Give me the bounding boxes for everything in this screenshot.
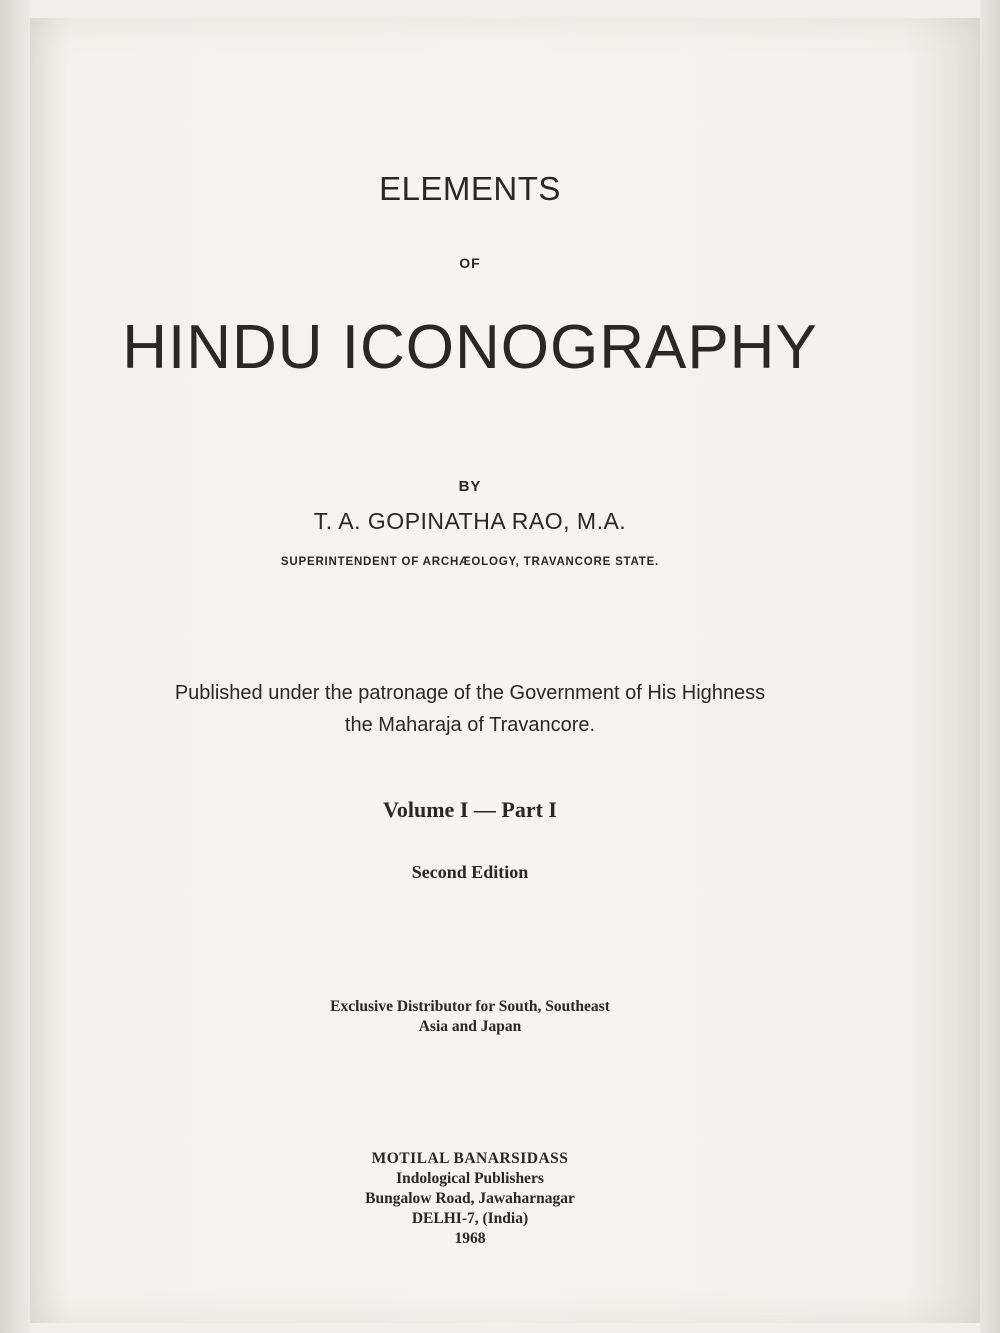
distributor-line-2: Asia and Japan — [418, 1018, 522, 1035]
patronage-line-2: the Maharaja of Travancore. — [344, 714, 596, 736]
author-affiliation: SUPERINTENDENT OF ARCHÆOLOGY, TRAVANCORE STATE. — [280, 556, 660, 568]
publisher-name: MOTILAL BANARSIDASS — [371, 1150, 569, 1167]
title-elements: ELEMENTS — [379, 170, 561, 207]
by-line: BY — [458, 478, 482, 495]
title-page — [30, 18, 980, 1323]
volume-label: Volume I — Part I — [383, 797, 557, 822]
page-edge — [980, 0, 1000, 1333]
title-main: HINDU ICONOGRAPHY — [122, 313, 818, 382]
publisher-city: DELHI-7, (India) — [411, 1210, 529, 1227]
patronage-line-1: Published under the patronage of the Government of His Highness — [174, 682, 766, 704]
publisher-street: Bungalow Road, Jawaharnagar — [365, 1190, 575, 1207]
title-of: OF — [459, 255, 481, 271]
publication-year: 1968 — [454, 1230, 486, 1247]
publisher-description: Indological Publishers — [396, 1170, 544, 1187]
edition-label: Second Edition — [411, 862, 529, 882]
author-name: T. A. GOPINATHA RAO, M.A. — [313, 508, 627, 534]
distributor-line-1: Exclusive Distributor for South, Southeast — [330, 998, 610, 1015]
